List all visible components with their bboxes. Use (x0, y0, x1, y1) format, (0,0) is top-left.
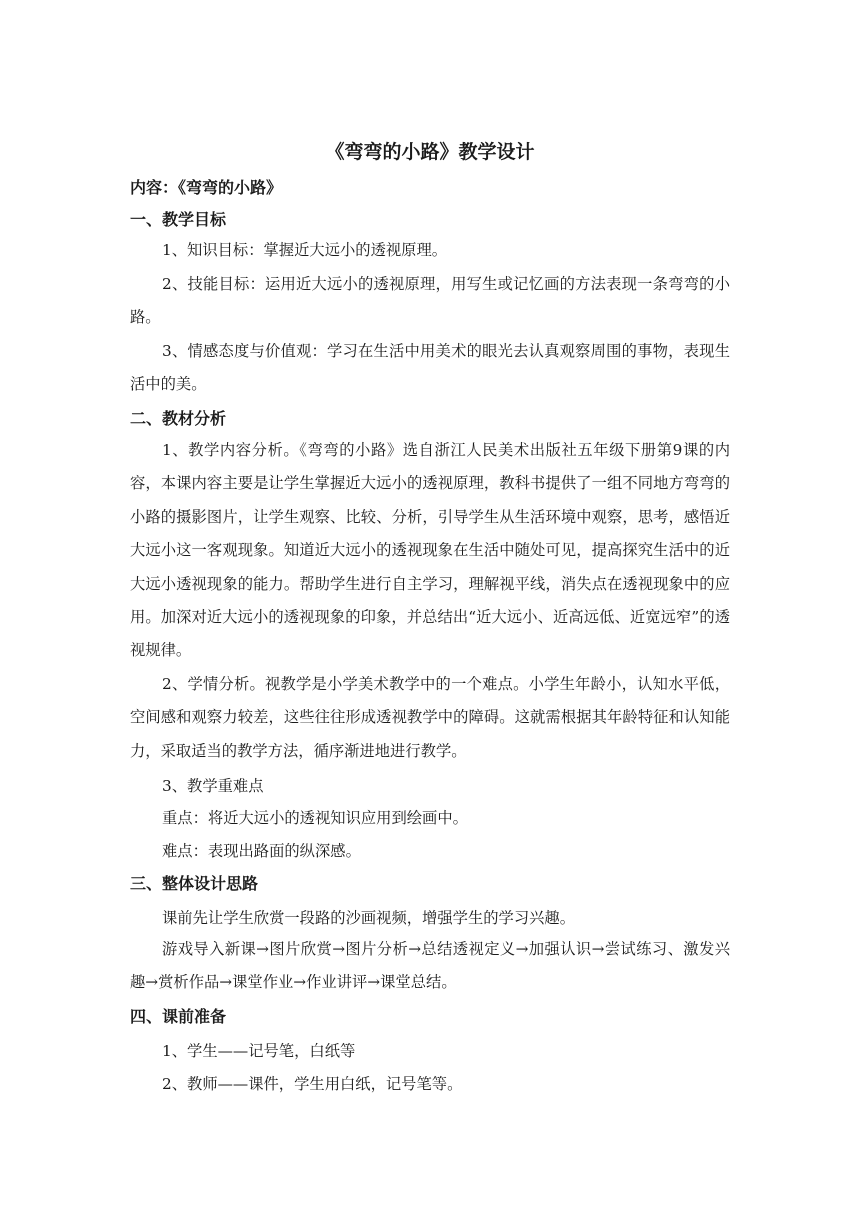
difficulty-point: 难点：表现出路面的纵深感。 (162, 842, 361, 860)
design-intro: 课前先让学生欣赏一段路的沙画视频，增强学生的学习兴趣。 (162, 909, 576, 927)
prep-teacher: 2、教师——课件，学生用白纸，记号笔等。 (162, 1075, 463, 1093)
section-heading-design: 三、整体设计思路 (130, 874, 259, 893)
key-difficulty-subheading: 3、教学重难点 (162, 777, 264, 795)
section-heading-analysis: 二、教材分析 (130, 409, 227, 428)
goal-attitude: 3、情感态度与价值观：学习在生活中用美术的眼光去认真观察周围的事物，表现生活中的美。 (130, 342, 730, 394)
content-line: 内容：《弯弯的小路》 (130, 178, 283, 197)
section-heading-goals: 一、教学目标 (130, 210, 227, 229)
prep-student: 1、学生——记号笔，白纸等 (162, 1042, 356, 1060)
document-title: 《弯弯的小路》教学设计 (325, 141, 535, 163)
student-analysis-paragraph: 2、学情分析。视教学是小学美术教学中的一个难点。小学生年龄小，认知水平低，空间感和观察力较差，这些往往形成透视教学中的障碍。这就需根据其年龄特征和认知能力，采取适当的教学方法，循序渐进地进行教学。 (130, 675, 730, 760)
goal-skill: 2、技能目标：运用近大远小的透视原理，用写生或记忆画的方法表现一条弯弯的小路。 (130, 275, 730, 327)
section-heading-preparation: 四、课前准备 (130, 1007, 227, 1026)
key-point: 重点：将近大远小的透视知识应用到绘画中。 (162, 809, 468, 827)
goal-knowledge: 1、知识目标：掌握近大远小的透视原理。 (162, 241, 448, 259)
design-flow: 游戏导入新课→图片欣赏→图片分析→总结透视定义→加强认识→尝试练习、激发兴趣→赏析作品→课堂作业→作业讲评→课堂总结。 (130, 940, 730, 992)
content-analysis-paragraph: 1、教学内容分析。《弯弯的小路》选自浙江人民美术出版社五年级下册第9课的内容，本课内容主要是让学生掌握近大远小的透视原理，教科书提供了一组不同地方弯弯的小路的摄影图片，让学生观察、比较、分析，引导学生从生活环境中观察，思考，感悟近大远小这一客观现象。知道近大远小的透视现象在生活中随处可见，提高探究生活中的近大远小透视现象的能力。帮助学生进行自主学习，理解视平线，消失点在透视现象中的应用。加深对近大远小的透视现象的印象，并总结出“近大远小、近高远低、近宽远窄”的透视规律。 (130, 441, 730, 660)
